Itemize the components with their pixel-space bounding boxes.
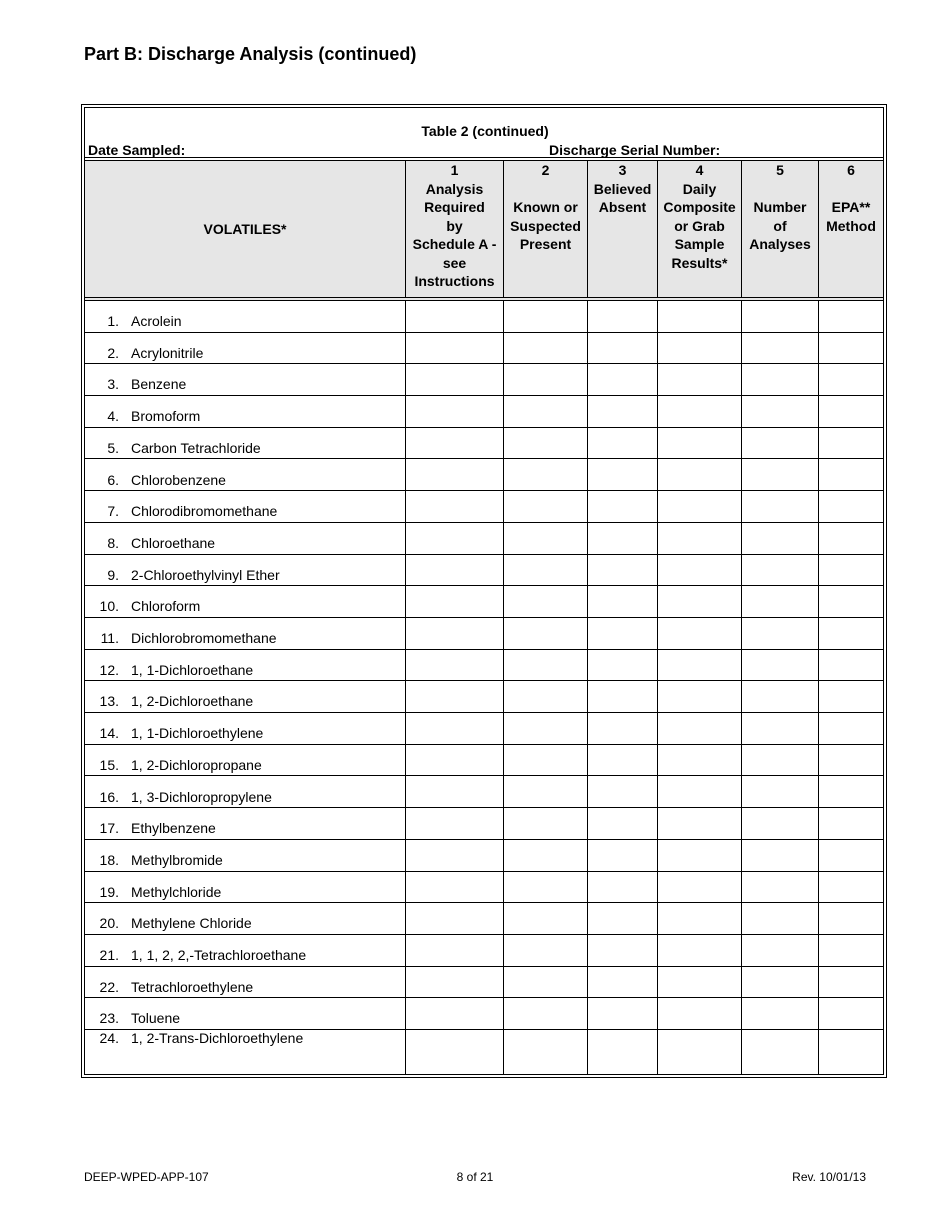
pollutant-name: 1, 2-Dichloroethane xyxy=(131,693,254,710)
table-row xyxy=(85,523,883,555)
row-number: 14. xyxy=(99,725,119,742)
table-title: Table 2 (continued) xyxy=(421,123,549,139)
table-row xyxy=(85,460,883,492)
pollutant-name: Carbon Tetrachloride xyxy=(131,439,261,456)
pollutant-name: Acrolein xyxy=(131,313,182,329)
row-number: 10. xyxy=(99,598,119,615)
table-row xyxy=(85,777,883,809)
row-number: 6. xyxy=(107,471,119,488)
row-number: 5. xyxy=(107,439,119,456)
row-number: 7. xyxy=(107,503,119,520)
table-row xyxy=(85,396,883,428)
column-label: Known or Suspected Present xyxy=(510,199,581,252)
table-row xyxy=(85,840,883,872)
pollutant-name: Dichlorobromomethane xyxy=(131,630,277,646)
column-label: Daily Composite or Grab Sample Results* xyxy=(663,180,736,271)
date-sampled-label: Date Sampled: xyxy=(88,142,186,158)
table-row xyxy=(85,808,883,840)
table-row xyxy=(85,301,883,333)
page-title: Part B: Discharge Analysis (continued) xyxy=(84,44,417,64)
pollutant-name: 1, 1, 2, 2,-Tetrachloroethane xyxy=(131,947,307,963)
column-header-3 xyxy=(587,161,657,297)
column-label: EPA** Method xyxy=(826,199,876,234)
pollutant-name: 1, 2-Dichloropropane xyxy=(131,756,262,773)
column-label: Number of Analyses xyxy=(749,199,811,252)
discharge-serial-label: Discharge Serial Number: xyxy=(549,142,721,158)
column-header-1 xyxy=(405,161,503,297)
form-id: DEEP-WPED-APP-107 xyxy=(84,1170,209,1184)
column-header-2 xyxy=(503,161,587,297)
pollutant-name: 1, 2-Trans-Dichloroethylene xyxy=(131,1030,304,1047)
row-number: 15. xyxy=(99,756,119,773)
pollutant-name: 1, 1-Dichloroethylene xyxy=(131,725,264,742)
volatiles-header xyxy=(85,161,405,297)
discharge-table xyxy=(81,104,887,1078)
pollutant-name: Chloroform xyxy=(131,598,201,615)
table-row xyxy=(85,681,883,713)
column-label: Analysis Required by Schedule A - see Instructions xyxy=(412,180,497,289)
table-row xyxy=(85,364,883,396)
table-row xyxy=(85,491,883,523)
row-number: 2. xyxy=(107,344,119,361)
row-number: 13. xyxy=(99,693,119,710)
table-header-box xyxy=(85,108,883,161)
row-number: 11. xyxy=(100,630,119,646)
pollutant-name: Methylene Chloride xyxy=(131,915,252,932)
table-row xyxy=(85,333,883,365)
table-row xyxy=(85,555,883,587)
column-number: 2 xyxy=(541,162,550,178)
table-row xyxy=(85,935,883,967)
table-row xyxy=(85,650,883,682)
row-number: 22. xyxy=(99,978,119,995)
row-number: 23. xyxy=(99,1010,119,1027)
pollutant-name: Chloroethane xyxy=(131,534,216,551)
table-row xyxy=(85,903,883,935)
pollutant-name: 1, 3-Dichloropropylene xyxy=(131,788,272,805)
pollutant-name: Acrylonitrile xyxy=(131,344,204,361)
table-row xyxy=(85,1030,883,1069)
row-number: 17. xyxy=(99,820,119,837)
column-number: 6 xyxy=(847,162,855,178)
table-row xyxy=(85,998,883,1030)
row-number: 20. xyxy=(99,915,119,932)
table-row xyxy=(85,745,883,777)
column-number: 3 xyxy=(618,162,627,178)
row-number: 18. xyxy=(99,851,119,868)
pollutant-name: Chlorobenzene xyxy=(131,471,226,488)
column-header-row xyxy=(85,161,883,301)
pollutant-name: Bromoform xyxy=(131,408,201,425)
row-number: 9. xyxy=(107,566,119,583)
row-number: 4. xyxy=(107,408,119,425)
column-number: 4 xyxy=(695,162,704,178)
pollutant-name: Ethylbenzene xyxy=(131,820,216,837)
row-number: 1. xyxy=(107,313,119,329)
table-row xyxy=(85,428,883,460)
pollutant-name: Toluene xyxy=(131,1010,181,1027)
table-row xyxy=(85,713,883,745)
table-row xyxy=(85,618,883,650)
row-number: 24. xyxy=(99,1030,119,1047)
pollutant-name: Methylbromide xyxy=(131,851,223,868)
table-row xyxy=(85,586,883,618)
column-header-4 xyxy=(657,161,741,297)
page-number: 8 of 21 xyxy=(456,1170,494,1184)
row-number: 3. xyxy=(107,376,119,393)
pollutant-name: Methylchloride xyxy=(131,883,222,900)
column-header-6 xyxy=(818,161,883,297)
column-label: Believed Absent xyxy=(593,180,652,215)
row-number: 21. xyxy=(99,947,119,963)
pollutant-name: Chlorodibromomethane xyxy=(131,503,278,520)
row-number: 16. xyxy=(99,788,119,805)
column-header-5 xyxy=(741,161,818,297)
row-number: 12. xyxy=(99,661,119,678)
row-number: 19. xyxy=(99,883,119,900)
column-number: 5 xyxy=(776,162,784,178)
pollutant-name: 1, 1-Dichloroethane xyxy=(131,661,254,678)
pollutant-name: Benzene xyxy=(131,376,187,393)
pollutant-name: Tetrachloroethylene xyxy=(131,978,254,995)
table-row xyxy=(85,967,883,999)
column-number: 1 xyxy=(450,162,459,178)
table-row xyxy=(85,872,883,904)
table-body xyxy=(85,301,883,1074)
volatiles-header-label: VOLATILES* xyxy=(203,220,287,237)
row-number: 8. xyxy=(107,534,119,551)
pollutant-name: 2-Chloroethylvinyl Ether xyxy=(131,566,280,583)
revision-date: Rev. 10/01/13 xyxy=(792,1170,866,1184)
